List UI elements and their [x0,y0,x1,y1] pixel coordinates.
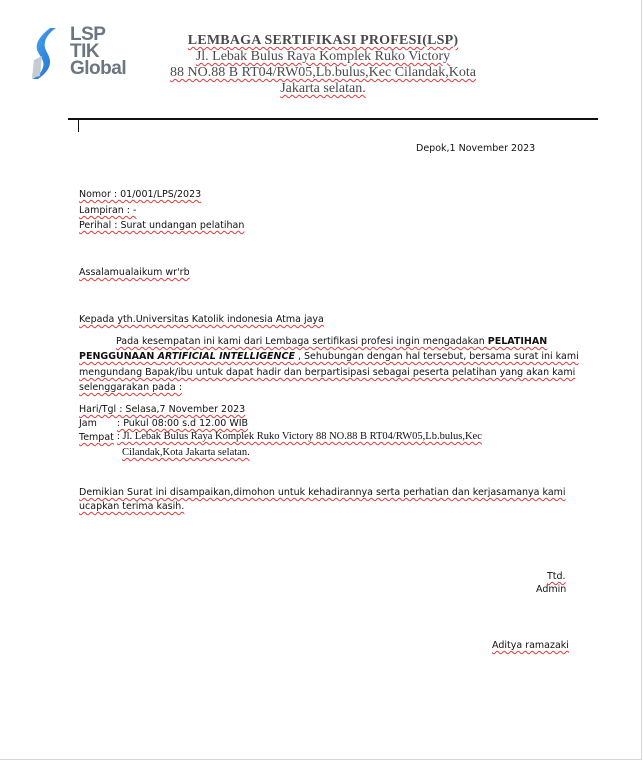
greeting: Assalamualaikum wr'rb [79,267,190,278]
ttd: Ttd. [547,571,566,582]
body-line-2-bolditalic: ARTIFICIAL INTELLIGENCE [157,351,295,362]
header-divider [68,118,598,120]
signer-name: Aditya ramazaki [492,640,569,651]
body-line-1-bold: PELATIHAN [487,336,548,347]
body-line-2-text: , Sehubungan dengan hal tersebut, bersama surat ini kami [294,351,579,362]
logo-line-tik: TIK [70,41,100,62]
logo-line-lsp: LSP [70,24,106,45]
body-line-1-text: Pada kesempatan ini kami dari Lembaga sertifikasi profesi ingin mengadakan [116,336,488,347]
jam-label: Jam [79,418,97,429]
body-line-2 [79,351,579,363]
address-line-2: 88 NO.88 B RT04/RW05,Lb.bulus,Kec Cilandak,Kota [170,65,476,80]
hari-tgl: Hari/Tgl : Selasa,7 November 2023 [79,404,246,415]
tempat-label: Tempat [79,432,114,443]
nomor: Nomor : 01/001/LPS/2023 [79,189,202,200]
recipient: Kepada yth.Universitas Katolik indonesia Atma jaya [79,314,324,325]
tempat-value-1: : Jl. Lebak Bulus Raya Komplek Ruko Victory 88 NO.88 B RT04/RW05,Lb.bulus,Kec [117,431,482,442]
letterhead [150,33,496,97]
address-line-3: Jakarta selatan. [280,81,366,96]
lampiran: Lampiran : - [79,205,137,216]
address-line-1: Jl. Lebak Bulus Raya Komplek Ruko Victory [195,49,451,64]
closing-line-2: ucapkan terima kasih. [79,501,185,512]
body-line-1 [116,336,547,348]
perihal: Perihal : Surat undangan pelatihan [79,220,245,231]
body-line-3: mengundang Bapak/ibu untuk dapat hadir dan berpartisipasi sebagai peserta pelatihan yang akan kami [79,367,576,378]
body-line-2-bold: PENGGUNAAN [79,351,158,362]
tempat-value-2: Cilandak,Kota Jakarta selatan. [122,447,250,458]
logo-line-global: Global [70,58,127,79]
org-name: LEMBAGA SERTIFIKASI PROFESI(LSP) [187,33,459,48]
text-cursor [78,120,79,132]
place-date: Depok,1 November 2023 [416,143,536,154]
logo-wordmark [70,26,126,77]
closing-line-1: Demikian Surat ini disampaikan,dimohon untuk kehadirannya serta perhatian dan kerjasamanya kami [79,487,566,498]
jam-value: : Pukul 08:00 s.d 12.00 WIB [117,418,249,429]
signer-title: Admin [536,584,567,595]
body-line-4: selenggarakan pada : [79,382,183,393]
